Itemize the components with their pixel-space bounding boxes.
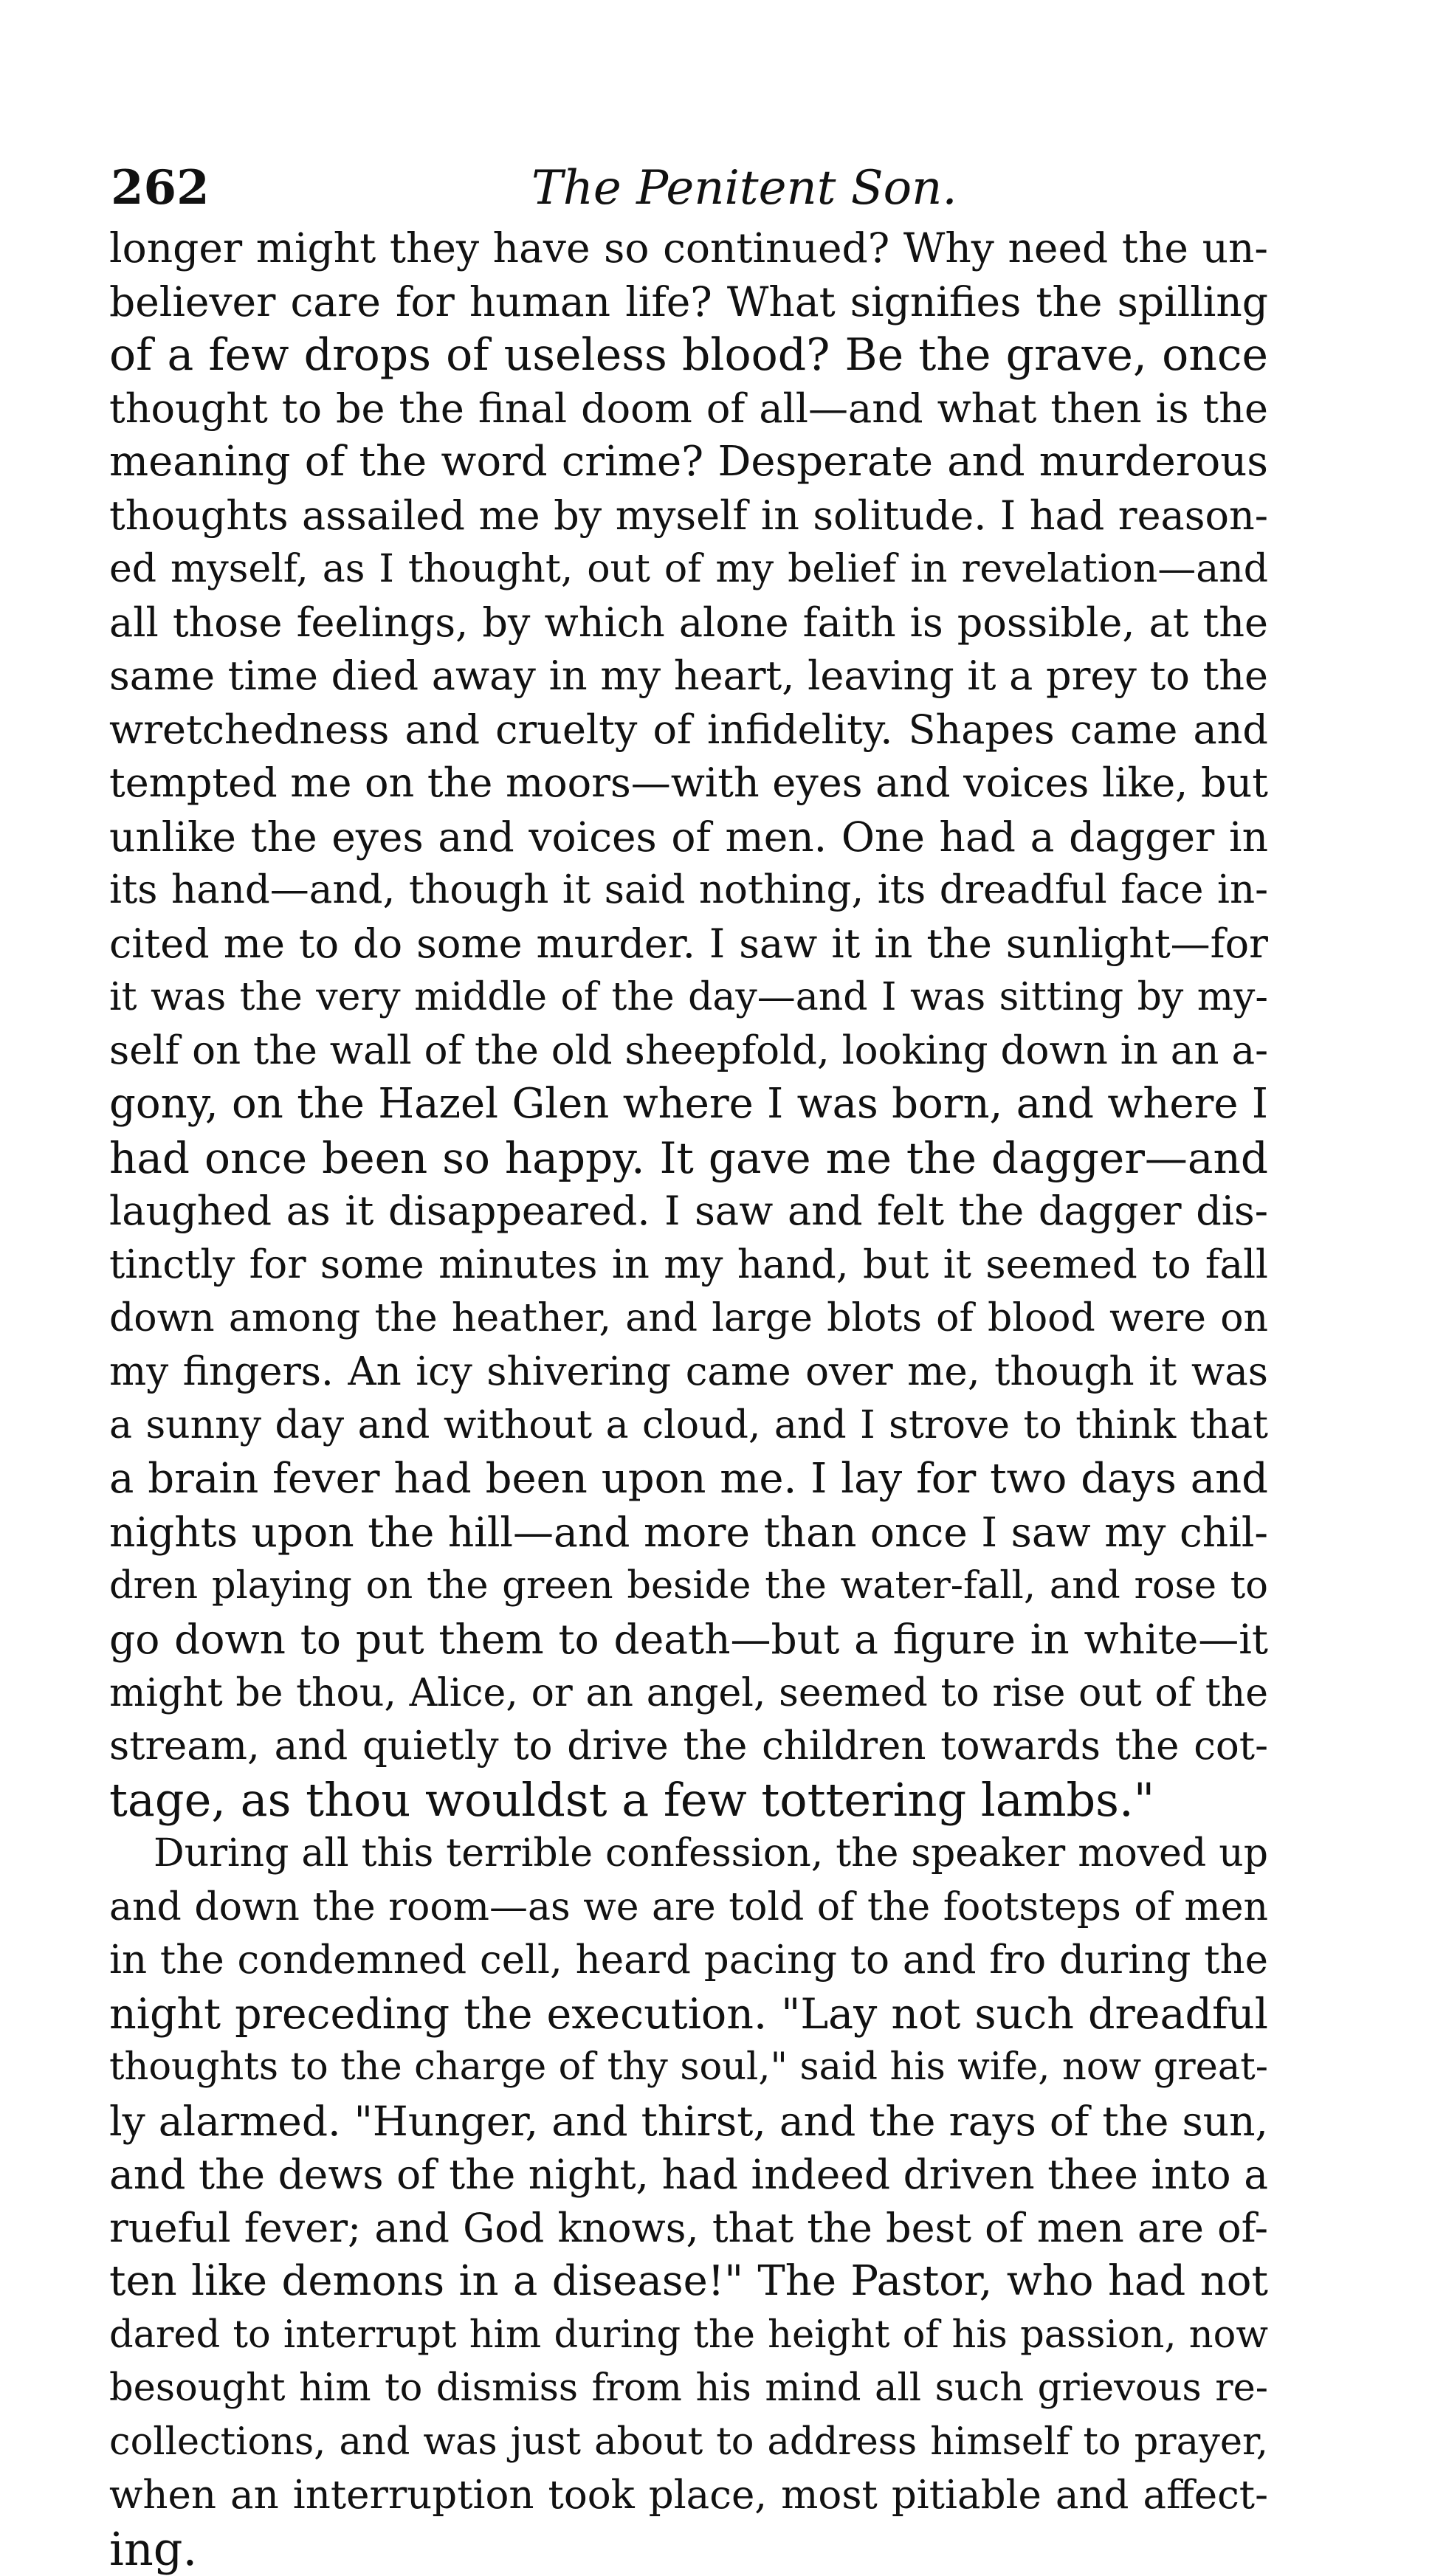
text-line: cited me to do some murder. I saw it in the sunlight—for [109,917,1268,971]
text-line: a brain fever had been upon me. I lay for two days and [109,1453,1268,1506]
paragraph-start-line: During all this terrible confession, the speaker moved up [109,1827,1268,1881]
text-line: ten like demons in a disease!" The Pastor, who had not [109,2255,1268,2309]
text-line: nights upon the hill—and more than once I saw my chil- [109,1506,1268,1560]
text-line: meaning of the word crime? Desperate and murderous [109,435,1268,489]
text-line: longer might they have so continued? Why need the un- [109,221,1268,275]
text-line: wretchedness and cruelty of infidelity. Shapes came and [109,703,1268,757]
text-line: dren playing on the green beside the water-fall, and rose to [109,1560,1268,1614]
text-line: tempted me on the moors—with eyes and voices like, but [109,757,1268,810]
text-line: my fingers. An icy shivering came over me, though it was [109,1346,1268,1399]
text-line: and down the room—as we are told of the footsteps of men [109,1881,1268,1935]
paragraph-end-line: tage, as thou wouldst a few tottering lambs." [109,1774,1268,1828]
text-line: laughed as it disappeared. I saw and felt the dagger dis- [109,1185,1268,1239]
text-line: dared to interrupt him during the height of his passion, now [109,2309,1268,2363]
text-line: all those feelings, by which alone faith is possible, at the [109,596,1268,650]
text-line: night preceding the execution. "Lay not such dreadful [109,1988,1268,2042]
text-line: ed myself, as I thought, out of my belief in revelation—and [109,543,1268,596]
text-line: thought to be the final doom of all—and what then is the [109,382,1268,436]
text-line: it was the very middle of the day—and I was sitting by my- [109,971,1268,1024]
text-line: its hand—and, though it said nothing, its dreadful face in- [109,864,1268,917]
text-line: down among the heather, and large blots of blood were on [109,1292,1268,1346]
text-line: ly alarmed. "Hunger, and thirst, and the rays of the sun, [109,2095,1268,2149]
text-line: stream, and quietly to drive the children towards the cot- [109,1720,1268,1774]
page-number: 262 [111,159,210,218]
text-line: tinctly for some minutes in my hand, but it seemed to fall [109,1239,1268,1292]
text-line: self on the wall of the old sheepfold, looking down in an a- [109,1024,1268,1078]
text-line: gony, on the Hazel Glen where I was born, and where I [109,1078,1268,1132]
text-line: believer care for human life? What signifies the spilling [109,275,1268,329]
text-line: thoughts assailed me by myself in solitude. I had reason- [109,489,1268,543]
text-line: a sunny day and without a cloud, and I strove to think that [109,1399,1268,1453]
running-title: The Penitent Son. [531,159,957,218]
text-line: in the condemned cell, heard pacing to and fro during the [109,1934,1268,1988]
text-line: had once been so happy. It gave me the dagger—and [109,1132,1268,1185]
paragraph-end-line: ing. [109,2523,1268,2576]
body-text [109,221,1268,2576]
text-line: besought him to dismiss from his mind all such grievous re- [109,2362,1268,2416]
text-line: thoughts to the charge of thy soul," said his wife, now great- [109,2041,1268,2095]
text-line: go down to put them to death—but a figure in white—it [109,1613,1268,1667]
text-line: same time died away in my heart, leaving it a prey to the [109,650,1268,703]
page-header [111,159,1262,218]
text-line: when an interruption took place, most pitiable and affect- [109,2469,1268,2523]
text-line: unlike the eyes and voices of men. One had a dagger in [109,810,1268,864]
text-line: collections, and was just about to address himself to prayer, [109,2416,1268,2470]
text-line: and the dews of the night, had indeed driven thee into a [109,2148,1268,2202]
text-line: of a few drops of useless blood? Be the grave, once [109,328,1268,382]
text-line: might be thou, Alice, or an angel, seemed to rise out of the [109,1667,1268,1721]
text-line: rueful fever; and God knows, that the best of men are of- [109,2202,1268,2256]
